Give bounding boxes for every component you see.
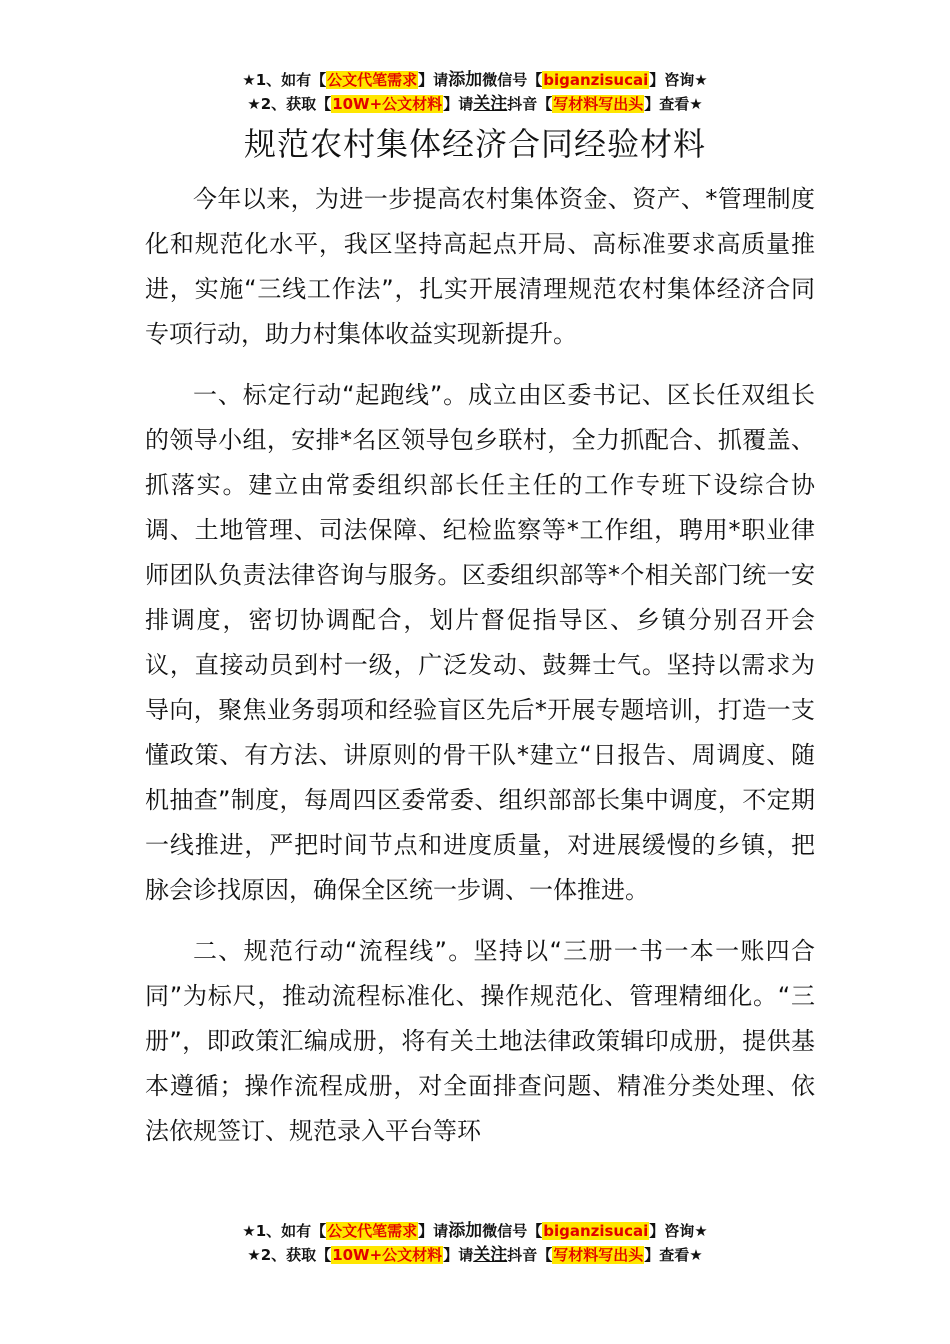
promo-wechat-id: biganzisucai [543,71,649,89]
promo-text: 】咨询★ [649,71,708,89]
promo-line-1 [0,68,950,92]
promo-text: 】请 [443,1246,474,1264]
promo-emphasis: 添加 [448,70,483,90]
promo-text: 】请 [418,1222,449,1240]
promo-emphasis: 添加 [448,1221,483,1241]
promo-text: ★1、如有【 [242,1222,327,1240]
promo-douyin-id: 写材料写出头 [553,1246,644,1264]
promo-text: ★1、如有【 [242,71,327,89]
paragraph-section-1: 一、标定行动“起跑线”。成立由区委书记、区长任双组长的领导小组，安排*名区领导包乡联村，全力抓配合、抓覆盖、抓落实。建立由常委组织部长任主任的工作专班下设综合协调、土地管理、司法保障、纪检监察等*工作组，聘用*职业律师团队负责法律咨询与服务。区委组织部等*个相关部门统一安排调度，密切协调配合，划片督促指导区、乡镇分别召开会议，直接动员到村一级，广泛发动、鼓舞士气。坚持以需求为导向，聚焦业务弱项和经验盲区先后*开展专题培训，打造一支懂政策、有方法、讲原则的骨干队*建立“日报告、周调度、随机抽查”制度，每周四区委常委、组织部部长集中调度，不定期一线推进，严把时间节点和进度质量，对进展缓慢的乡镇，把脉会诊找原因，确保全区统一步调、一体推进。 [145,381,815,904]
promo-text: 微信号【 [482,71,543,89]
promo-banner-top [0,68,950,116]
promo-text: 】请 [418,71,449,89]
promo-highlight: 公文代笔需求 [327,71,418,89]
document-body [145,177,815,1170]
paragraph-section-2: 二、规范行动“流程线”。坚持以“三册一书一本一账四合同”为标尺，推动流程标准化、操作规范化、管理精细化。“三册”，即政策汇编成册，将有关土地法律政策辑印成册，提供基本遵循；操作流程成册，对全面排查问题、精准分类处理、依法依规签订、规范录入平台等环 [145,937,815,1145]
promo-text: 微信号【 [482,1222,543,1240]
promo-line-2 [0,92,950,116]
promo-text: 抖音【 [507,95,553,113]
promo-text: 抖音【 [507,1246,553,1264]
promo-text: ★2、获取【 [247,95,332,113]
document-title: 规范农村集体经济合同经验材料 [243,125,706,163]
promo-text: 】咨询★ [649,1222,708,1240]
promo-banner-bottom [0,1219,950,1267]
promo-highlight: 10W+公文材料 [332,95,443,113]
promo-highlight: 公文代笔需求 [327,1222,418,1240]
promo-emphasis: 关注 [473,94,508,114]
promo-text: 】查看★ [644,1246,703,1264]
promo-douyin-id: 写材料写出头 [553,95,644,113]
promo-text: ★2、获取【 [247,1246,332,1264]
paragraph-intro: 今年以来，为进一步提高农村集体资金、资产、*管理制度化和规范化水平，我区坚持高起点开局、高标准要求高质量推进，实施“三线工作法”，扎实开展清理规范农村集体经济合同专项行动，助力村集体收益实现新提升。 [145,185,815,348]
promo-line-2 [0,1243,950,1267]
promo-wechat-id: biganzisucai [543,1222,649,1240]
promo-emphasis: 关注 [473,1245,508,1265]
promo-highlight: 10W+公文材料 [332,1246,443,1264]
promo-line-1 [0,1219,950,1243]
promo-text: 】查看★ [644,95,703,113]
promo-text: 】请 [443,95,474,113]
